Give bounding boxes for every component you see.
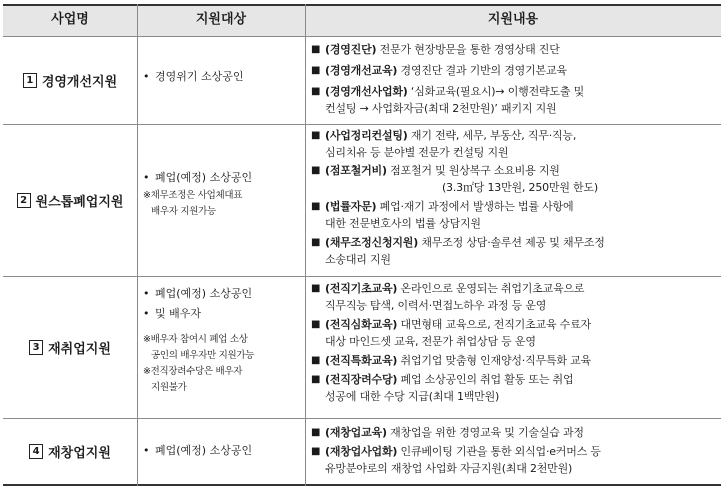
target-cell-3 xyxy=(143,284,299,396)
target-note: ※배우자 참여시 폐업 소상 xyxy=(143,334,248,345)
support-program-table xyxy=(3,4,721,486)
target-item: • 경영위기 소상공인 xyxy=(143,67,299,87)
content-item: ■ (전직장려수당) 폐업 소상공인의 취업 활동 또는 취업 성공에 대한 수당 지급(최대 1백만원) xyxy=(311,371,715,405)
content-item: ■ (전직특화교육) 취업기업 맞춤형 인재양성·직무특화 교육 xyxy=(311,352,715,369)
content-item: ■ (채무조정신청지원) 채무조정 상담·솔루션 제공 및 채무조정 소송대리 지원 xyxy=(311,234,715,268)
content-cell-1 xyxy=(311,41,715,117)
column-divider-1 xyxy=(137,4,138,486)
target-note: ※전직장려수당은 배우자 xyxy=(143,366,243,377)
program-label-4: 재창업지원 xyxy=(48,446,111,461)
content-item: ■ (경영개선교육) 경영진단 결과 기반의 경영기본교육 xyxy=(311,62,715,79)
top-border xyxy=(3,4,721,6)
target-cell-1 xyxy=(143,67,299,87)
target-item: • 폐업(예정) 소상공인 xyxy=(143,168,299,188)
program-label-2: 원스톱폐업지원 xyxy=(35,195,124,210)
content-cell-4 xyxy=(311,424,715,477)
program-number-1: 1 xyxy=(23,73,37,88)
header-content: 지원내용 xyxy=(487,12,539,27)
program-name-3 xyxy=(3,277,137,418)
header-target: 지원대상 xyxy=(195,12,247,27)
target-note: 지원불가 xyxy=(151,382,187,393)
target-note: 배우자 지원가능 xyxy=(151,206,216,217)
program-name-2 xyxy=(3,125,137,276)
target-item: • 폐업(예정) 소상공인 xyxy=(143,284,299,304)
content-item: ■ (재창업교육) 재창업을 위한 경영교육 및 기술실습 과정 xyxy=(311,424,715,441)
content-item: ■ (재창업사업화) 인큐베이팅 기관을 통한 외식업·e커머스 등 유망분야로의 재창업 사업화 자금지원(최대 2천만원) xyxy=(311,443,715,477)
target-cell-2 xyxy=(143,168,299,220)
program-name-4 xyxy=(3,419,137,484)
content-item: ■ (점포철거비) 점포철거 및 원상복구 소요비용 지원 (3.3㎡당 13만원, 250만원 한도) xyxy=(311,162,715,196)
target-note: ※채무조정은 사업체대표 xyxy=(143,190,243,201)
content-item: ■ (전직심화교육) 대면형태 교육으로, 전직기초교육 수료자 대상 마인드셋 교육, 전문가 취업상담 등 운영 xyxy=(311,316,715,350)
program-name-1 xyxy=(3,37,137,124)
content-item: ■ (전직기초교육) 온라인으로 운영되는 취업기초교육으로 직무직능 탐색, 이력서·면접노하우 과정 등 운영 xyxy=(311,280,715,314)
program-label-1: 경영개선지원 xyxy=(41,75,118,90)
target-note: 공인의 배우자만 지원가능 xyxy=(151,350,255,361)
target-item: • 폐업(예정) 소상공인 xyxy=(143,441,299,461)
program-number-4: 4 xyxy=(29,444,43,459)
header-program: 사업명 xyxy=(51,12,89,27)
content-item: ■ (사업정리컨설팅) 재기 전략, 세무, 부동산, 직무·직능, 심리치유 등 분야별 전문가 컨설팅 지원 xyxy=(311,127,715,161)
column-divider-2 xyxy=(305,4,306,486)
program-number-2: 2 xyxy=(17,193,31,208)
content-item: ■ (경영개선사업화) ‘심화교육(필요시)→ 이행전략도출 및 컨설팅 → 사업화자금(최대 2천만원)’ 패키지 지원 xyxy=(311,83,715,117)
content-item: ■ (법률자문) 폐업·재기 과정에서 발생하는 법률 사항에 대한 전문변호사의 법률 상담지원 xyxy=(311,198,715,232)
program-label-3: 재취업지원 xyxy=(48,342,111,357)
content-item: ■ (경영진단) 전문가 현장방문을 통한 경영상태 진단 xyxy=(311,41,715,58)
bottom-border xyxy=(3,484,721,486)
content-cell-2 xyxy=(311,127,715,268)
content-cell-3 xyxy=(311,280,715,405)
target-cell-4 xyxy=(143,441,299,461)
target-item-continued: • 및 배우자 xyxy=(143,304,299,324)
program-number-3: 3 xyxy=(29,340,43,355)
